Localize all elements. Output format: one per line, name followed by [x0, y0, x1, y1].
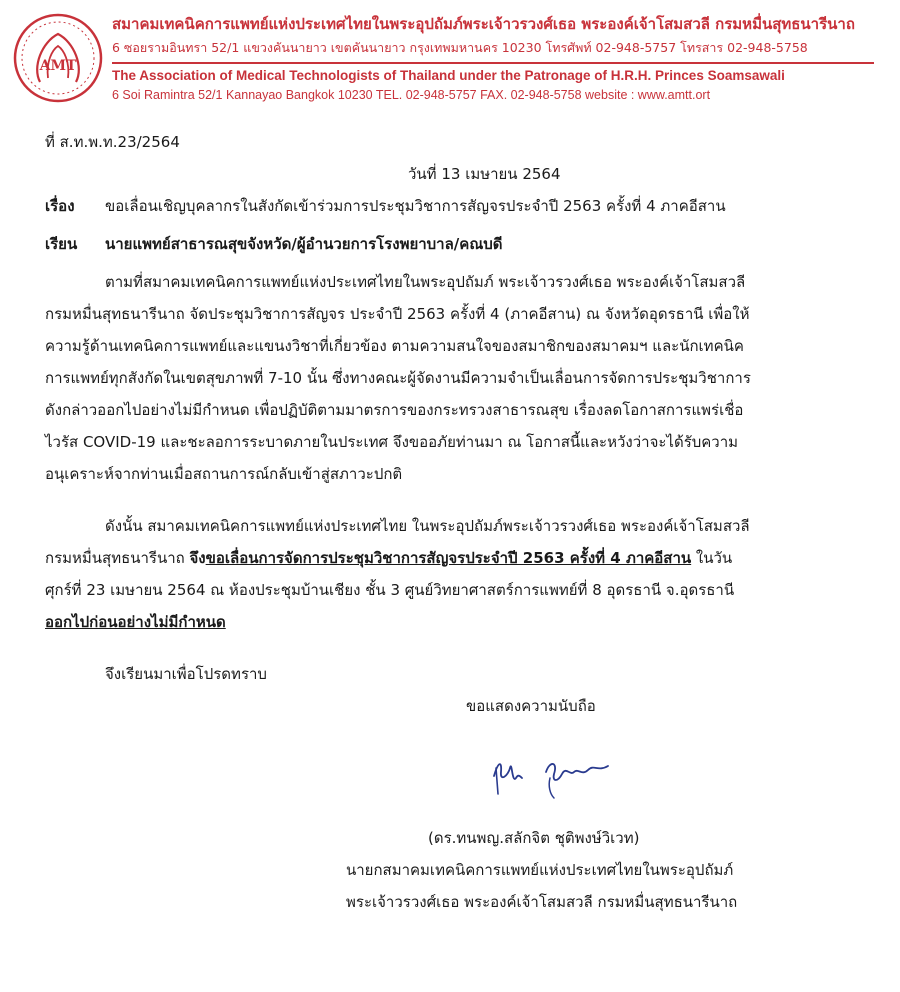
indefinite-notice: ออกไปก่อนอย่างไม่มีกำหนด	[45, 613, 226, 631]
paragraph-line: ความรู้ด้านเทคนิคการแพทย์และแขนงวิชาที่เกี่ยวข้อง ตามความสนใจของสมาชิกของสมาคมฯ และนักเทคนิค	[45, 337, 744, 355]
paragraph-line: ศุกร์ที่ 23 เมษายน 2564 ณ ห้องประชุมบ้านเชียง ชั้น 3 ศูนย์วิทยาศาสตร์การแพทย์ที่ 8 อุดรธานี จ.อุดรธานี	[45, 581, 735, 599]
address-thai: 6 ซอยรามอินทรา 52/1 แขวงคันนายาว เขตคันนายาว กรุงเทพมหานคร 10230 โทรศัพท์ 02-948-5757 โทรสาร 02-948-5758	[112, 40, 808, 55]
paragraph-line: กรมหมื่นสุทธนารีนาถ จัดประชุมวิชาการสัญจร ประจำปี 2563 ครั้งที่ 4 (ภาคอีสาน) ณ จังหวัดอุดรธานี เพื่อให้	[45, 305, 750, 323]
regards: ขอแสดงความนับถือ	[466, 697, 596, 715]
recipient-text: นายแพทย์สาธารณสุขจังหวัด/ผู้อำนวยการโรงพยาบาล/คณบดี	[105, 235, 503, 253]
svg-text:AMT: AMT	[39, 58, 77, 74]
reference-number: ที่ ส.ท.พ.ท.23/2564	[45, 133, 180, 151]
postponement-notice: ขอเลื่อนการจัดการประชุมวิชาการสัญจรประจำปี 2563 ครั้งที่ 4 ภาคอีสาน	[205, 549, 692, 567]
org-name-english: The Association of Medical Technologists of Thailand under the Patronage of H.R.H. Princes Soamsawali	[112, 68, 785, 83]
paragraph-2	[45, 510, 750, 638]
address-english: 6 Soi Ramintra 52/1 Kannayao Bangkok 10230 TEL. 02-948-5757 FAX. 02-948-5758 website : www.amtt.ort	[112, 88, 711, 102]
signer-title-line-2: พระเจ้าวรวงศ์เธอ พระองค์เจ้าโสมสวลี กรมหมื่นสุทธนารีนาถ	[346, 893, 738, 911]
closing-line: จึงเรียนมาเพื่อโปรดทราบ	[105, 665, 267, 683]
subject-label: เรื่อง	[45, 197, 75, 215]
letter-date: วันที่ 13 เมษายน 2564	[408, 165, 561, 183]
paragraph-text: กรมหมื่นสุทธนารีนาถ	[45, 549, 190, 567]
org-name-thai: สมาคมเทคนิคการแพทย์แห่งประเทศไทยในพระอุปถัมภ์พระเจ้าวรวงศ์เธอ พระองค์เจ้าโสมสวลี กรมหมื่นสุทธนารีนาถ	[112, 15, 855, 33]
paragraph-1	[45, 266, 751, 490]
signer-name: (ดร.ทนพญ.สลักจิต ชุติพงษ์วิเวท)	[428, 829, 640, 847]
paragraph-line	[45, 542, 750, 574]
association-logo	[12, 12, 104, 104]
handwritten-signature	[488, 732, 618, 804]
paragraph-line: การแพทย์ทุกสังกัดในเขตสุขภาพที่ 7-10 นั้น ซึ่งทางคณะผู้จัดงานมีความจำเป็นเลื่อนการจัดการประชุมวิชาการ	[45, 369, 751, 387]
paragraph-line: อนุเคราะห์จากท่านเมื่อสถานการณ์กลับเข้าสู่สภาวะปกติ	[45, 465, 403, 483]
paragraph-line: ตามที่สมาคมเทคนิคการแพทย์แห่งประเทศไทยในพระอุปถัมภ์ พระเจ้าวรวงศ์เธอ พระองค์เจ้าโสมสวลี	[105, 273, 746, 291]
paragraph-text: ในวัน	[691, 549, 733, 567]
recipient-label: เรียน	[45, 235, 78, 253]
header-divider	[112, 62, 874, 64]
emphasis-text: จึง	[189, 549, 206, 567]
signer-title-line-1: นายกสมาคมเทคนิคการแพทย์แห่งประเทศไทยในพระอุปถัมภ์	[346, 861, 734, 879]
subject-text: ขอเลื่อนเชิญบุคลากรในสังกัดเข้าร่วมการประชุมวิชาการสัญจรประจำปี 2563 ครั้งที่ 4 ภาคอีสาน	[105, 197, 726, 215]
paragraph-line: ดังนั้น สมาคมเทคนิคการแพทย์แห่งประเทศไทย ในพระอุปถัมภ์พระเจ้าวรวงศ์เธอ พระองค์เจ้าโสมสวลี	[105, 517, 750, 535]
paragraph-line: ไวรัส COVID-19 และชะลอการระบาดภายในประเทศ จึงขออภัยท่านมา ณ โอกาสนี้และหวังว่าจะได้รับความ	[45, 433, 739, 451]
paragraph-line: ดังกล่าวออกไปอย่างไม่มีกำหนด เพื่อปฏิบัติตามมาตรการของกระทรวงสาธารณสุข เรื่องลดโอกาสการแพร่เชื่อ	[45, 401, 744, 419]
